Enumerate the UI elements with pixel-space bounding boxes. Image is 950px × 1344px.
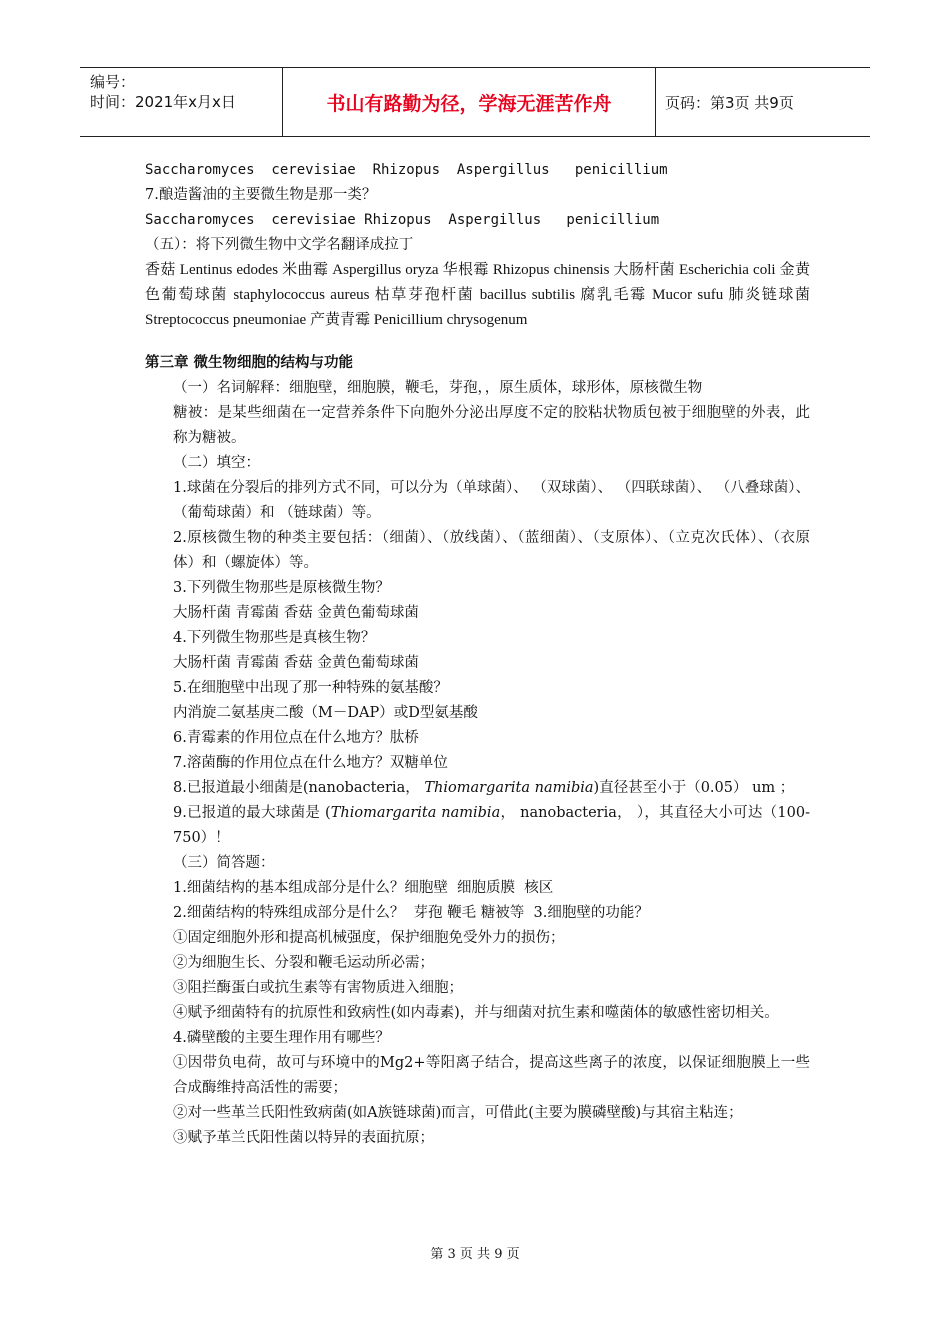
answer-4: 大肠杆菌 青霉菌 香菇 金黄色葡萄球菌	[173, 655, 419, 671]
answer-latin-names-1: Saccharomyces cerevisiae Rhizopus Aspergillus penicillium	[145, 162, 668, 178]
answer-latin-names-2: Saccharomyces cerevisiae Rhizopus Aspergillus penicillium	[145, 212, 660, 228]
question-6: 6.青霉素的作用位点在什么地方？肽桥	[173, 730, 419, 746]
short-answer-1: 1.细菌结构的基本组成部分是什么？细胞壁 细胞质膜 核区	[173, 880, 554, 896]
question-8-a: 8.已报道最小细菌是(nanobacteria，	[173, 780, 425, 796]
question-9	[173, 801, 810, 851]
teichoic-function-1: ①因带负电荷，故可与环境中的Mg2+等阳离子结合，提高这些离子的浓度，以保证细胞膜上一些合成酶维持高活性的需要；	[173, 1055, 810, 1096]
answer-3: 大肠杆菌 青霉菌 香菇 金黄色葡萄球菌	[173, 605, 419, 621]
header-info-cell	[80, 68, 282, 136]
question-teichoic-acid: 4.磷壁酸的主要生理作用有哪些？	[173, 1030, 390, 1046]
question-5: 5.在细胞壁中出现了那一种特殊的氨基酸？	[173, 680, 448, 696]
teichoic-function-2: ②对一些革兰氏阳性致病菌(如A族链球菌)而言，可借此(主要为膜磷壁酸)与其宿主粘连；	[173, 1105, 743, 1121]
translation-paragraph: 香菇 Lentinus edodes 米曲霉 Aspergillus oryza 华根霉 Rhizopus chinensis 大肠杆菌 Escherichia coli 金黄色葡萄球菌 staphylococcus aureus 枯草芽孢杆菌 bacillus subtilis 腐乳毛霉 Mucor sufu 肺炎链球菌 Streptococcus pneumoniae 产黄青霉 Penicillium chrysogenum	[145, 262, 810, 328]
answer-5: 内消旋二氨基庚二酸（M－DAP）或D型氨基酸	[173, 705, 478, 721]
fill-blank-heading: （二）填空：	[173, 455, 260, 471]
short-answer-heading: （三）简答题：	[173, 855, 275, 871]
cell-wall-function-4: ④赋予细菌特有的抗原性和致病性(如内毒素)，并与细菌对抗生素和噬菌体的敏感性密切相关。	[173, 1005, 779, 1021]
cell-wall-function-3: ③阻拦酶蛋白或抗生素等有害物质进入细胞；	[173, 980, 463, 996]
fill-blank-2: 2.原核微生物的种类主要包括：（细菌）、（放线菌）、（蓝细菌）、（支原体）、（立克次氏体）、（衣原体）和（螺旋体）等。	[173, 530, 810, 571]
definitions-line: （一）名词解释：细胞壁，细胞膜，鞭毛，芽孢，，原生质体，球形体，原核微生物	[173, 380, 703, 396]
question-9-species: Thiomargarita namibia	[330, 805, 501, 821]
question-7: 7.酿造酱油的主要微生物是那一类？	[145, 187, 377, 203]
question-8	[173, 776, 810, 801]
page-footer: 第 3 页 共 9 页	[430, 1247, 520, 1262]
header-page-number: 页码：第3页 共9页	[665, 93, 794, 112]
glycocalyx-definition: 糖被：是某些细菌在一定营养条件下向胞外分泌出厚度不定的胶粘状物质包被于细胞壁的外表，此称为糖被。	[173, 405, 810, 446]
fill-blank-1: 1.球菌在分裂后的排列方式不同，可以分为（单球菌）、 （双球菌）、 （四联球菌）、 （八叠球菌）、 （葡萄球菌）和 （链球菌）等。	[173, 480, 810, 521]
question-8-b: )直径甚至小于（0.05） um ；	[593, 780, 795, 796]
short-answer-2: 2.细菌结构的特殊组成部分是什么？ 芽孢 鞭毛 糖被等 3.细胞壁的功能？	[173, 905, 649, 921]
question-8-species: Thiomargarita namibia	[424, 780, 594, 796]
page-header	[80, 67, 870, 137]
question-3: 3.下列微生物那些是原核微生物？	[173, 580, 390, 596]
question-4: 4.下列微生物那些是真核生物？	[173, 630, 376, 646]
question-7b: 7.溶菌酶的作用位点在什么地方？双糖单位	[173, 755, 448, 771]
question-9-a: 9.已报道的最大球菌是 (	[173, 805, 331, 821]
document-body	[145, 158, 810, 1151]
date-label: 时间：2021年x月x日	[90, 93, 236, 111]
teichoic-function-3: ③赋予革兰氏阳性菌以特异的表面抗原；	[173, 1130, 434, 1146]
section-five-heading: （五）：将下列微生物中文学名翻译成拉丁	[145, 237, 414, 253]
cell-wall-function-1: ①固定细胞外形和提高机械强度，保护细胞免受外力的损伤；	[173, 930, 565, 946]
serial-label: 编号：	[90, 73, 136, 91]
question-9-b: ， nanobacteria， ），其直径大小可达（100-750）！	[173, 805, 811, 846]
chapter-title: 第三章 微生物细胞的结构与功能	[145, 355, 354, 371]
cell-wall-function-2: ②为细胞生长、分裂和鞭毛运动所必需；	[173, 955, 434, 971]
header-motto: 书山有路勤为径，学海无涯苦作舟	[282, 68, 656, 136]
